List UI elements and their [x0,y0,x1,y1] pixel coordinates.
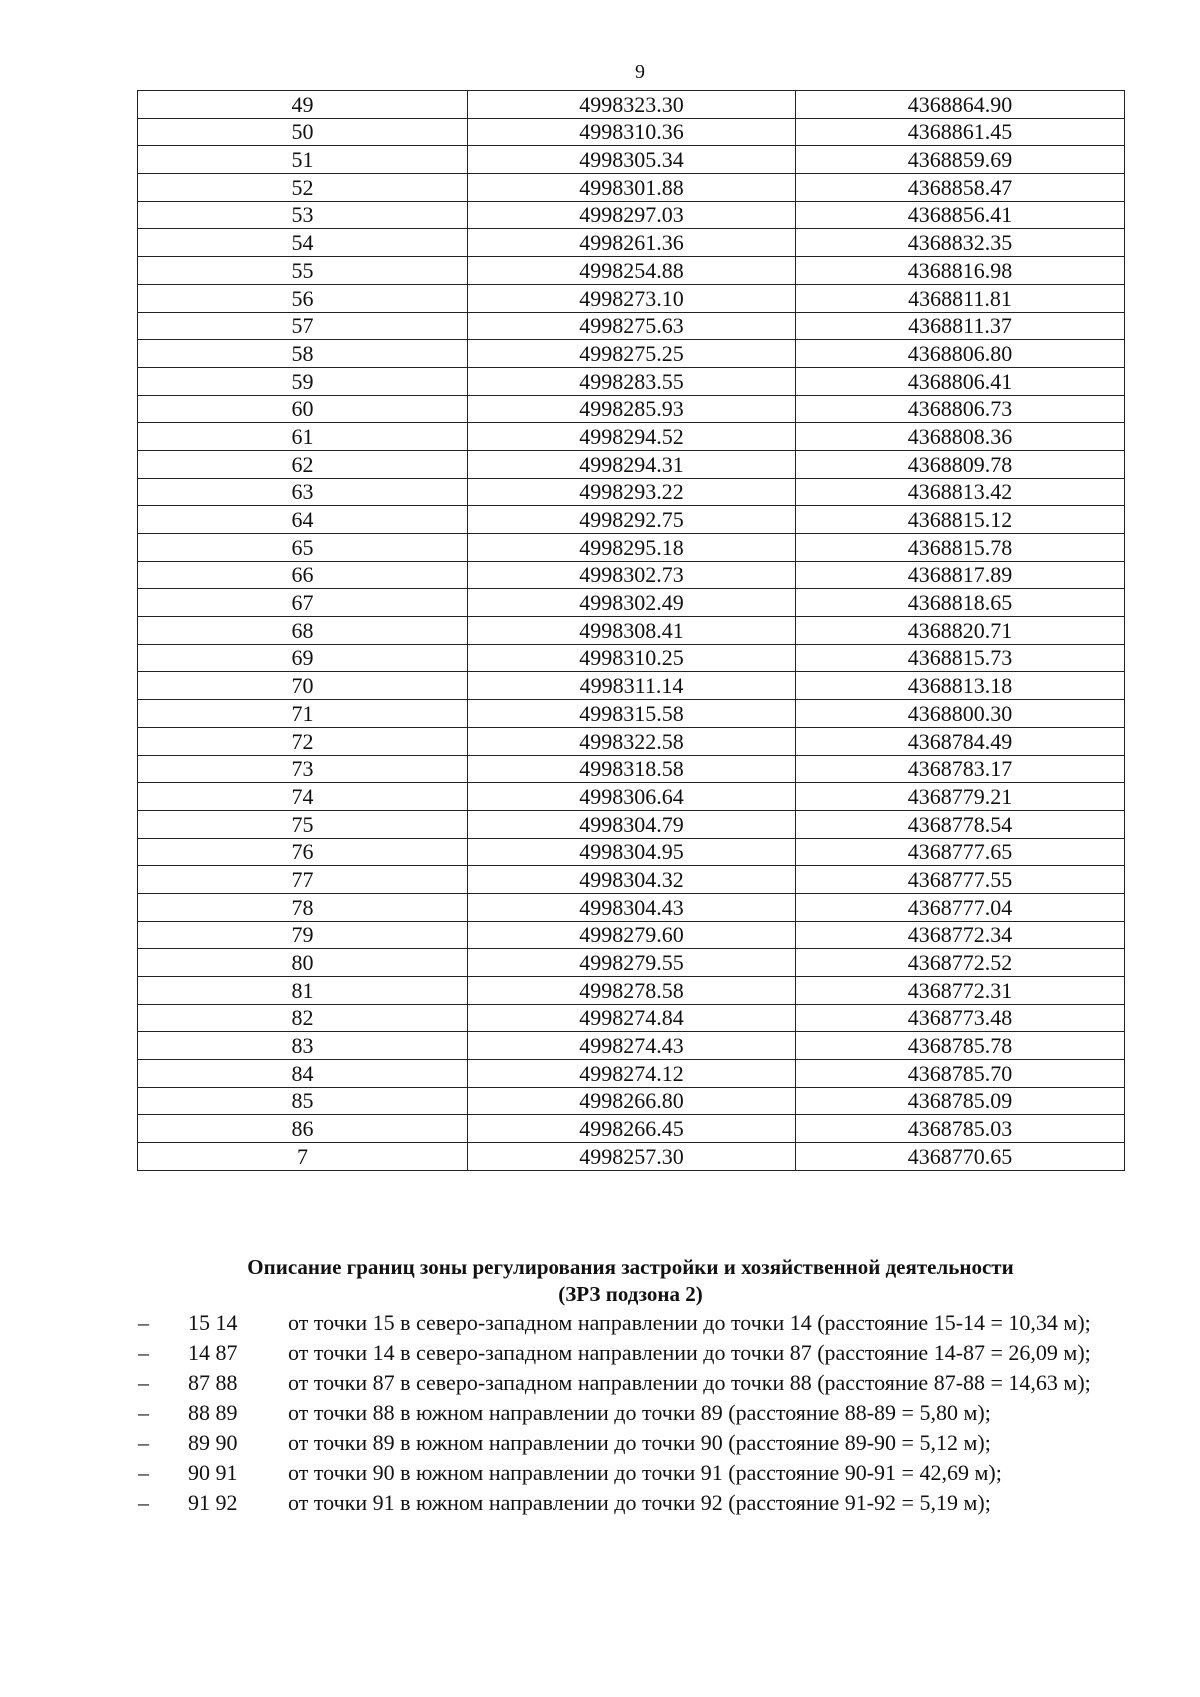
y-coordinate-cell: 4368864.90 [796,91,1125,119]
x-coordinate-cell: 4998279.55 [468,949,796,977]
y-coordinate-cell: 4368784.49 [796,727,1125,755]
entry-body [188,1370,1123,1396]
section-title-line1: Описание границ зоны регулирования застройки и хозяйственной деятельности [247,1255,1014,1279]
x-coordinate-cell: 4998306.64 [468,783,796,811]
x-coordinate-cell: 4998273.10 [468,284,796,312]
table-row [138,478,1125,506]
table-row [138,977,1125,1005]
point-number-cell: 67 [138,589,468,617]
list-dash: – [138,1310,149,1335]
x-coordinate-cell: 4998279.60 [468,921,796,949]
list-item [138,1460,1123,1486]
table-row [138,395,1125,423]
y-coordinate-cell: 4368779.21 [796,783,1125,811]
entry-text: от точки 88 в южном направлении до точки 89 (расстояние 88-89 = 5,80 м); [288,1400,991,1425]
entry-text: от точки 90 в южном направлении до точки 91 (расстояние 90-91 = 42,69 м); [288,1460,1002,1485]
y-coordinate-cell: 4368811.81 [796,284,1125,312]
y-coordinate-cell: 4368806.41 [796,367,1125,395]
y-coordinate-cell: 4368815.12 [796,506,1125,534]
entry-text: от точки 91 в южном направлении до точки 92 (расстояние 91-92 = 5,19 м); [288,1490,991,1515]
entry-body [188,1430,1123,1456]
list-item [138,1310,1123,1336]
point-number-cell: 56 [138,284,468,312]
point-number-cell: 61 [138,423,468,451]
x-coordinate-cell: 4998274.12 [468,1060,796,1088]
point-pair: 91 92 [188,1490,238,1515]
section-title-line2: (ЗРЗ подзона 2) [558,1282,703,1306]
x-coordinate-cell: 4998293.22 [468,478,796,506]
list-dash: – [138,1370,149,1395]
y-coordinate-cell: 4368861.45 [796,118,1125,146]
entry-text: от точки 89 в южном направлении до точки 90 (расстояние 89-90 = 5,12 м); [288,1430,991,1455]
table-row [138,312,1125,340]
table-row [138,838,1125,866]
point-number-cell: 69 [138,644,468,672]
y-coordinate-cell: 4368832.35 [796,229,1125,257]
y-coordinate-cell: 4368783.17 [796,755,1125,783]
point-number-cell: 85 [138,1087,468,1115]
y-coordinate-cell: 4368856.41 [796,201,1125,229]
x-coordinate-cell: 4998323.30 [468,91,796,119]
point-number-cell: 66 [138,561,468,589]
y-coordinate-cell: 4368809.78 [796,450,1125,478]
x-coordinate-cell: 4998261.36 [468,229,796,257]
table-row [138,949,1125,977]
y-coordinate-cell: 4368808.36 [796,423,1125,451]
x-coordinate-cell: 4998304.43 [468,893,796,921]
x-coordinate-cell: 4998294.52 [468,423,796,451]
table-row [138,755,1125,783]
point-number-cell: 59 [138,367,468,395]
point-pair: 89 90 [188,1430,238,1455]
table-row [138,367,1125,395]
x-coordinate-cell: 4998266.80 [468,1087,796,1115]
table-row [138,783,1125,811]
y-coordinate-cell: 4368770.65 [796,1143,1125,1171]
table-row [138,1032,1125,1060]
y-coordinate-cell: 4368772.52 [796,949,1125,977]
point-number-cell: 53 [138,201,468,229]
y-coordinate-cell: 4368800.30 [796,700,1125,728]
x-coordinate-cell: 4998304.79 [468,810,796,838]
point-number-cell: 75 [138,810,468,838]
y-coordinate-cell: 4368772.31 [796,977,1125,1005]
y-coordinate-cell: 4368811.37 [796,312,1125,340]
point-number-cell: 79 [138,921,468,949]
x-coordinate-cell: 4998315.58 [468,700,796,728]
point-number-cell: 76 [138,838,468,866]
point-number-cell: 54 [138,229,468,257]
x-coordinate-cell: 4998308.41 [468,617,796,645]
x-coordinate-cell: 4998274.43 [468,1032,796,1060]
entry-body [188,1310,1123,1336]
x-coordinate-cell: 4998305.34 [468,146,796,174]
table-row [138,534,1125,562]
point-number-cell: 72 [138,727,468,755]
entry-body [188,1490,1123,1516]
y-coordinate-cell: 4368777.04 [796,893,1125,921]
point-number-cell: 73 [138,755,468,783]
point-number-cell: 78 [138,893,468,921]
x-coordinate-cell: 4998292.75 [468,506,796,534]
x-coordinate-cell: 4998257.30 [468,1143,796,1171]
y-coordinate-cell: 4368777.65 [796,838,1125,866]
x-coordinate-cell: 4998297.03 [468,201,796,229]
y-coordinate-cell: 4368858.47 [796,174,1125,202]
list-item [138,1400,1123,1426]
y-coordinate-cell: 4368785.09 [796,1087,1125,1115]
table-row [138,174,1125,202]
x-coordinate-cell: 4998266.45 [468,1115,796,1143]
table-row [138,700,1125,728]
table-row [138,340,1125,368]
list-dash: – [138,1340,149,1365]
y-coordinate-cell: 4368816.98 [796,257,1125,285]
point-pair: 14 87 [188,1340,238,1365]
y-coordinate-cell: 4368772.34 [796,921,1125,949]
table-row [138,118,1125,146]
y-coordinate-cell: 4368815.78 [796,534,1125,562]
table-row [138,866,1125,894]
list-item [138,1430,1123,1456]
y-coordinate-cell: 4368785.03 [796,1115,1125,1143]
y-coordinate-cell: 4368785.70 [796,1060,1125,1088]
point-number-cell: 68 [138,617,468,645]
table-row [138,1115,1125,1143]
y-coordinate-cell: 4368818.65 [796,589,1125,617]
point-number-cell: 64 [138,506,468,534]
coordinates-table [137,90,1125,1171]
point-number-cell: 50 [138,118,468,146]
table-row [138,617,1125,645]
y-coordinate-cell: 4368813.18 [796,672,1125,700]
x-coordinate-cell: 4998285.93 [468,395,796,423]
x-coordinate-cell: 4998275.63 [468,312,796,340]
table-row [138,146,1125,174]
x-coordinate-cell: 4998302.73 [468,561,796,589]
x-coordinate-cell: 4998310.36 [468,118,796,146]
point-number-cell: 77 [138,866,468,894]
list-dash: – [138,1460,149,1485]
point-number-cell: 58 [138,340,468,368]
coordinates-table-body [138,91,1125,1171]
point-pair: 90 91 [188,1460,238,1485]
x-coordinate-cell: 4998283.55 [468,367,796,395]
x-coordinate-cell: 4998275.25 [468,340,796,368]
table-row [138,1060,1125,1088]
point-number-cell: 70 [138,672,468,700]
x-coordinate-cell: 4998274.84 [468,1004,796,1032]
boundary-entries-list [138,1310,1123,1516]
entry-text: от точки 15 в северо-западном направлении до точки 14 (расстояние 15-14 = 10,34 м); [288,1310,1091,1335]
table-row [138,201,1125,229]
x-coordinate-cell: 4998254.88 [468,257,796,285]
page-number: 9 [635,61,645,83]
point-pair: 88 89 [188,1400,238,1425]
table-row [138,91,1125,119]
table-row [138,450,1125,478]
table-row [138,1004,1125,1032]
x-coordinate-cell: 4998322.58 [468,727,796,755]
point-number-cell: 57 [138,312,468,340]
y-coordinate-cell: 4368813.42 [796,478,1125,506]
point-number-cell: 83 [138,1032,468,1060]
point-number-cell: 52 [138,174,468,202]
point-number-cell: 82 [138,1004,468,1032]
x-coordinate-cell: 4998301.88 [468,174,796,202]
y-coordinate-cell: 4368778.54 [796,810,1125,838]
point-pair: 15 14 [188,1310,238,1335]
table-row [138,506,1125,534]
table-row [138,921,1125,949]
table-row [138,423,1125,451]
y-coordinate-cell: 4368777.55 [796,866,1125,894]
point-number-cell: 7 [138,1143,468,1171]
y-coordinate-cell: 4368785.78 [796,1032,1125,1060]
table-row [138,644,1125,672]
point-number-cell: 81 [138,977,468,1005]
point-number-cell: 71 [138,700,468,728]
table-row [138,284,1125,312]
point-number-cell: 80 [138,949,468,977]
y-coordinate-cell: 4368773.48 [796,1004,1125,1032]
table-row [138,589,1125,617]
entry-body [188,1340,1123,1366]
table-row [138,229,1125,257]
y-coordinate-cell: 4368820.71 [796,617,1125,645]
x-coordinate-cell: 4998318.58 [468,755,796,783]
table-row [138,1143,1125,1171]
table-row [138,561,1125,589]
point-pair: 87 88 [188,1370,238,1395]
list-item [138,1340,1123,1366]
point-number-cell: 74 [138,783,468,811]
list-dash: – [138,1490,149,1515]
point-number-cell: 49 [138,91,468,119]
table-row [138,727,1125,755]
boundary-description-section [138,1254,1123,1516]
entry-text: от точки 14 в северо-западном направлении до точки 87 (расстояние 14-87 = 26,09 м); [288,1340,1091,1365]
y-coordinate-cell: 4368817.89 [796,561,1125,589]
list-dash: – [138,1430,149,1455]
x-coordinate-cell: 4998294.31 [468,450,796,478]
x-coordinate-cell: 4998310.25 [468,644,796,672]
table-row [138,810,1125,838]
x-coordinate-cell: 4998302.49 [468,589,796,617]
point-number-cell: 51 [138,146,468,174]
entry-body [188,1460,1123,1486]
point-number-cell: 86 [138,1115,468,1143]
list-item [138,1490,1123,1516]
x-coordinate-cell: 4998295.18 [468,534,796,562]
point-number-cell: 55 [138,257,468,285]
x-coordinate-cell: 4998304.32 [468,866,796,894]
point-number-cell: 84 [138,1060,468,1088]
list-dash: – [138,1400,149,1425]
x-coordinate-cell: 4998311.14 [468,672,796,700]
entry-text: от точки 87 в северо-западном направлении до точки 88 (расстояние 87-88 = 14,63 м); [288,1370,1091,1395]
table-row [138,893,1125,921]
y-coordinate-cell: 4368806.80 [796,340,1125,368]
x-coordinate-cell: 4998278.58 [468,977,796,1005]
table-row [138,672,1125,700]
y-coordinate-cell: 4368815.73 [796,644,1125,672]
list-item [138,1370,1123,1396]
point-number-cell: 65 [138,534,468,562]
point-number-cell: 62 [138,450,468,478]
point-number-cell: 63 [138,478,468,506]
entry-body [188,1400,1123,1426]
section-title [138,1254,1123,1308]
x-coordinate-cell: 4998304.95 [468,838,796,866]
y-coordinate-cell: 4368859.69 [796,146,1125,174]
point-number-cell: 60 [138,395,468,423]
y-coordinate-cell: 4368806.73 [796,395,1125,423]
table-row [138,1087,1125,1115]
table-row [138,257,1125,285]
